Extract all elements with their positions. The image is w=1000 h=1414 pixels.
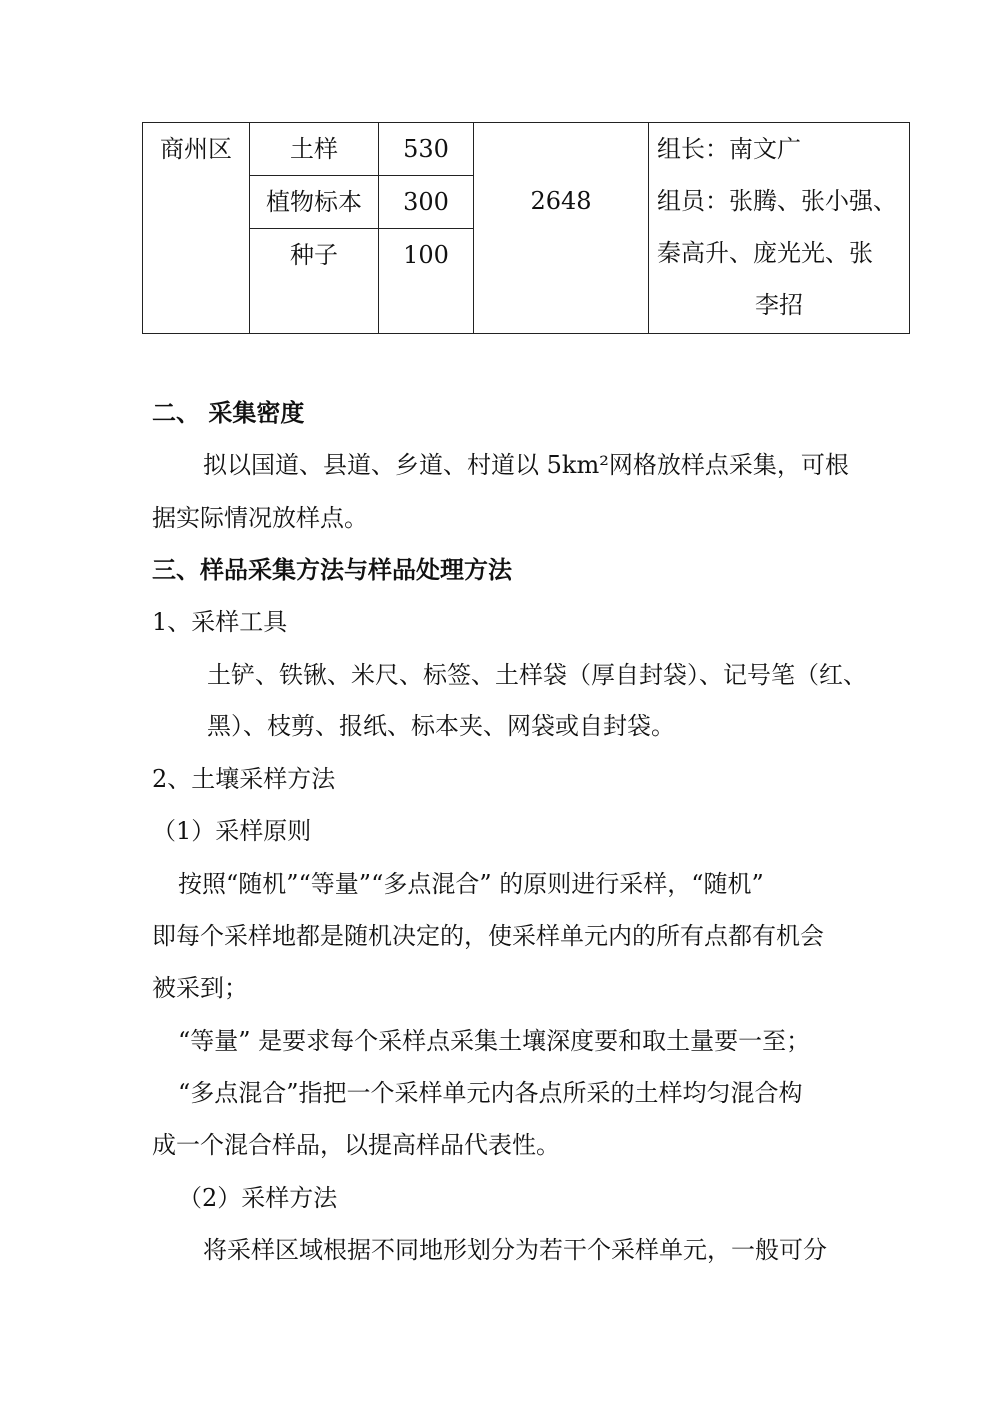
paragraph-line: 被采到； — [152, 974, 248, 1002]
sample-type-cell: 种子 — [250, 229, 379, 282]
section-2-heading: 二、 采集密度 — [152, 398, 305, 427]
empty-cell — [250, 281, 379, 334]
paragraph-line: 土铲、铁锹、米尺、标签、土样袋（厚自封袋）、记号笔（红、 — [207, 661, 867, 689]
section-3-heading: 三、样品采集方法与样品处理方法 — [152, 555, 512, 584]
paragraph-line: 黑）、枝剪、报纸、标本夹、网袋或自封袋。 — [207, 712, 675, 740]
subsection-heading: （2）采样方法 — [178, 1184, 338, 1212]
sample-type-cell: 土样 — [250, 123, 379, 176]
table-row — [143, 123, 910, 176]
paragraph-line: 成一个混合样品，以提高样品代表性。 — [152, 1131, 560, 1159]
team-members-text-1: 组员：张腾、张小强、 — [657, 187, 897, 215]
subsection-heading: 1、采样工具 — [152, 608, 288, 636]
paragraph-line: 按照“随机”“等量”“多点混合” 的原则进行采样，“随机” — [178, 870, 764, 898]
paragraph-line: “等量” 是要求每个采样点采集土壤深度要和取土量要一至； — [178, 1027, 811, 1055]
empty-cell — [379, 281, 474, 334]
sample-type-cell: 植物标本 — [250, 176, 379, 229]
total-count-cell: 2648 — [474, 123, 649, 334]
sample-count-cell: 100 — [379, 229, 474, 282]
team-leader-text: 组长：南文广 — [657, 135, 801, 163]
district-cell: 商州区 — [143, 123, 250, 334]
paragraph-line: “多点混合”指把一个采样单元内各点所采的土样均匀混合构 — [178, 1079, 803, 1107]
subsection-heading: （1）采样原则 — [152, 817, 312, 845]
paragraph-line: 据实际情况放样点。 — [152, 504, 368, 532]
team-members-text-3: 李招 — [755, 291, 803, 319]
sample-team-table — [142, 122, 910, 334]
team-members-cell — [649, 123, 910, 334]
paragraph-line: 即每个采样地都是随机决定的，使采样单元内的所有点都有机会 — [152, 922, 824, 950]
team-members-text-2: 秦高升、庞光光、张 — [657, 239, 873, 267]
paragraph-line: 将采样区域根据不同地形划分为若干个采样单元，一般可分 — [203, 1236, 827, 1264]
subsection-heading: 2、土壤采样方法 — [152, 765, 336, 793]
paragraph-line: 拟以国道、县道、乡道、村道以 5km²网格放样点采集，可根 — [203, 451, 849, 479]
sample-count-cell: 530 — [379, 123, 474, 176]
sample-count-cell: 300 — [379, 176, 474, 229]
